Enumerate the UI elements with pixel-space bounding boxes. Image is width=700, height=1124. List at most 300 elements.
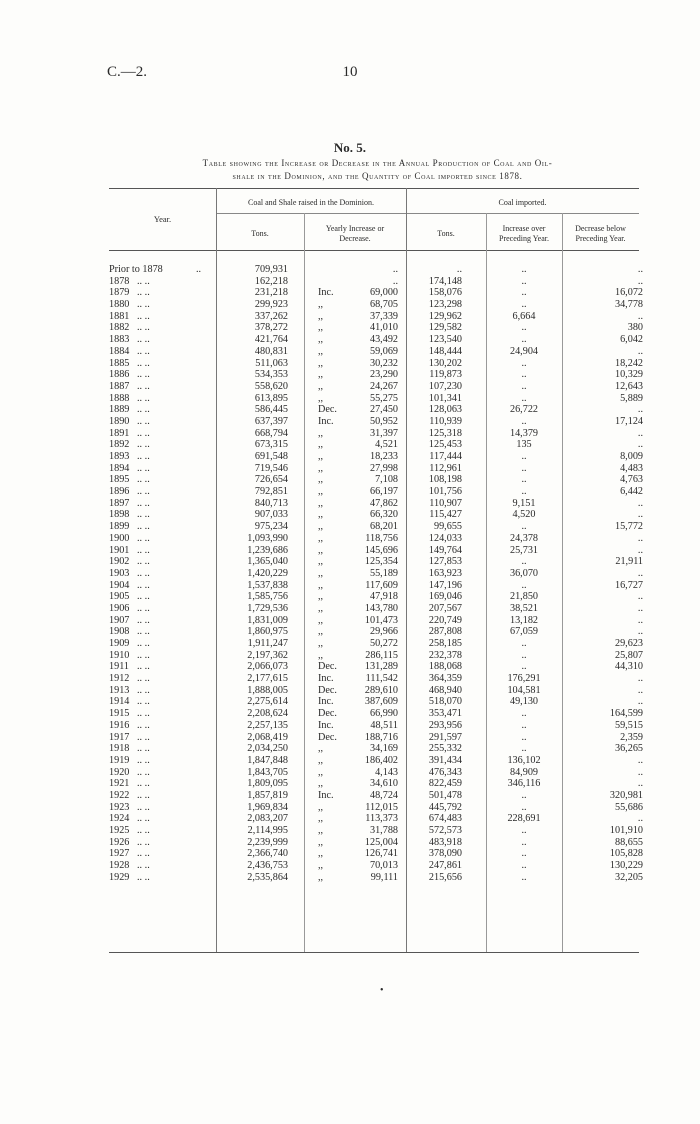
table-title-line2: shale in the Dominion, and the Quantity of Coal imported since 1878. bbox=[232, 171, 523, 181]
cell-decrease: 4,483 bbox=[620, 462, 643, 474]
cell-change-type: ,, bbox=[318, 439, 324, 451]
cell-increase: .. bbox=[521, 708, 527, 720]
table-row bbox=[0, 720, 700, 732]
cell-tons-raised: 2,366,740 bbox=[247, 848, 288, 860]
table-row bbox=[0, 837, 700, 849]
table-row bbox=[0, 416, 700, 428]
cell-tons-imported: 127,853 bbox=[428, 556, 462, 568]
cell-yearly-change: 143,780 bbox=[364, 602, 398, 614]
cell-decrease: 88,655 bbox=[614, 836, 643, 848]
cell-year: 1928 bbox=[109, 860, 130, 872]
table-title bbox=[110, 157, 645, 183]
cell-leader-dots: .. .. bbox=[137, 532, 150, 544]
cell-change-type: ,, bbox=[318, 451, 324, 462]
table-row bbox=[0, 615, 700, 627]
table-row bbox=[0, 860, 700, 872]
cell-yearly-change: 34,169 bbox=[369, 743, 398, 755]
cell-leader-dots: .. .. bbox=[137, 684, 150, 696]
cell-tons-imported: 163,923 bbox=[428, 567, 462, 579]
table-row bbox=[0, 439, 700, 451]
cell-tons-raised: 2,083,207 bbox=[247, 813, 288, 825]
cell-increase: 24,904 bbox=[509, 345, 538, 357]
cell-change-type: Dec. bbox=[318, 708, 337, 720]
group-rule-raised bbox=[216, 213, 406, 214]
cell-tons-imported: 518,070 bbox=[428, 696, 462, 708]
cell-decrease: 380 bbox=[627, 322, 643, 334]
cell-leader-dots: .. .. bbox=[137, 427, 150, 439]
cell-tons-imported: 353,471 bbox=[428, 708, 462, 720]
table-row bbox=[0, 661, 700, 673]
cell-tons-raised: 907,033 bbox=[254, 509, 288, 521]
cell-year: 1912 bbox=[109, 673, 130, 685]
cell-increase: .. bbox=[521, 848, 527, 860]
cell-yearly-change: 59,069 bbox=[369, 345, 398, 357]
cell-increase: 136,102 bbox=[507, 754, 541, 766]
cell-decrease: .. bbox=[637, 602, 643, 614]
cell-tons-imported: 123,298 bbox=[428, 299, 462, 311]
cell-year: 1902 bbox=[109, 556, 130, 568]
cell-tons-raised: 1,537,838 bbox=[247, 579, 288, 591]
cell-change-type: ,, bbox=[318, 579, 324, 591]
cell-tons-imported: 822,459 bbox=[428, 778, 462, 790]
cell-decrease: 6,042 bbox=[620, 334, 643, 346]
table-row bbox=[0, 568, 700, 580]
table-row bbox=[0, 872, 700, 884]
table-row bbox=[0, 474, 700, 486]
cell-decrease: 101,910 bbox=[609, 825, 643, 836]
cell-tons-imported: 99,655 bbox=[433, 521, 462, 533]
cell-tons-imported: 378,090 bbox=[428, 848, 462, 860]
cell-increase: 14,379 bbox=[509, 427, 538, 439]
cell-yearly-change: 7,108 bbox=[375, 474, 398, 486]
cell-yearly-change: 113,373 bbox=[365, 813, 398, 825]
cell-change-type: ,, bbox=[318, 754, 324, 766]
cell-leader-dots: .. .. bbox=[137, 754, 150, 766]
cell-decrease: .. bbox=[637, 310, 643, 322]
cell-tons-imported: 117,444 bbox=[429, 451, 462, 462]
table-row bbox=[0, 545, 700, 557]
header-imported-tons: Tons. bbox=[437, 229, 455, 238]
cell-tons-imported: 125,453 bbox=[428, 439, 462, 451]
cell-tons-raised: 1,093,990 bbox=[247, 532, 288, 544]
cell-increase: 26,722 bbox=[509, 404, 538, 416]
cell-leader-dots: .. .. bbox=[137, 462, 150, 474]
cell-leader-dots: .. .. bbox=[137, 287, 150, 299]
cell-tons-raised: 511,063 bbox=[255, 357, 288, 369]
cell-year: 1904 bbox=[109, 579, 130, 591]
table-row bbox=[0, 767, 700, 779]
cell-yearly-change: 131,289 bbox=[364, 661, 398, 673]
cell-leader-dots: .. .. bbox=[137, 521, 150, 533]
cell-decrease: 16,072 bbox=[614, 287, 643, 299]
cell-yearly-change: 48,724 bbox=[369, 789, 398, 801]
cell-tons-raised: 1,888,005 bbox=[247, 684, 288, 696]
cell-tons-raised: 2,068,419 bbox=[247, 731, 288, 743]
cell-increase: .. bbox=[521, 486, 527, 498]
cell-leader-dots: .. .. bbox=[137, 731, 150, 743]
cell-leader-dots: .. .. bbox=[137, 322, 150, 334]
cell-tons-raised: 709,931 bbox=[254, 264, 288, 275]
cell-tons-raised: 726,654 bbox=[254, 474, 288, 486]
cell-decrease: 320,981 bbox=[609, 789, 643, 801]
cell-change-type: ,, bbox=[318, 322, 324, 334]
cell-yearly-change: 101,473 bbox=[364, 614, 398, 626]
group-rule-imported bbox=[406, 213, 639, 214]
header-increase-line1: Increase over bbox=[502, 224, 546, 233]
cell-leader-dots: .. .. bbox=[137, 649, 150, 661]
cell-increase: .. bbox=[521, 743, 527, 755]
table-row bbox=[0, 603, 700, 615]
cell-tons-imported: 149,764 bbox=[428, 544, 462, 556]
cell-tons-raised: 2,208,624 bbox=[247, 708, 288, 720]
table-row bbox=[0, 276, 700, 288]
cell-increase: .. bbox=[521, 299, 527, 311]
cell-yearly-change: 145,696 bbox=[364, 544, 398, 556]
cell-year: 1885 bbox=[109, 357, 130, 369]
cell-year: 1878 bbox=[109, 275, 130, 287]
cell-change-type: ,, bbox=[318, 497, 324, 509]
cell-tons-raised: 1,239,686 bbox=[247, 544, 288, 556]
cell-decrease: 34,778 bbox=[614, 299, 643, 311]
cell-year: 1884 bbox=[109, 345, 130, 357]
cell-year: 1921 bbox=[109, 778, 130, 790]
cell-leader-dots: .. .. bbox=[137, 451, 150, 462]
table-row bbox=[0, 685, 700, 697]
cell-yearly-change: 55,189 bbox=[369, 567, 398, 579]
table-row bbox=[0, 521, 700, 533]
cell-tons-imported: 130,202 bbox=[428, 357, 462, 369]
table-row bbox=[0, 708, 700, 720]
table-row bbox=[0, 311, 700, 323]
cell-tons-raised: 975,234 bbox=[254, 521, 288, 533]
cell-yearly-change: 18,233 bbox=[369, 451, 398, 462]
cell-tons-imported: 476,343 bbox=[428, 766, 462, 778]
cell-yearly-change: 47,862 bbox=[369, 497, 398, 509]
cell-increase: 228,691 bbox=[507, 813, 541, 825]
cell-decrease: .. bbox=[637, 696, 643, 708]
cell-increase: .. bbox=[521, 415, 527, 427]
cell-tons-raised: 1,809,095 bbox=[247, 778, 288, 790]
cell-increase: 176,291 bbox=[507, 673, 541, 685]
cell-leader-dots: .. bbox=[196, 264, 202, 275]
cell-year: 1914 bbox=[109, 696, 130, 708]
cell-tons-raised: 2,275,614 bbox=[247, 696, 288, 708]
cell-tons-raised: 1,831,009 bbox=[247, 614, 288, 626]
cell-leader-dots: .. .. bbox=[137, 310, 150, 322]
cell-year: 1890 bbox=[109, 415, 130, 427]
cell-leader-dots: .. .. bbox=[137, 825, 150, 836]
cell-yearly-change: 69,000 bbox=[369, 287, 398, 299]
cell-leader-dots: .. .. bbox=[137, 848, 150, 860]
cell-tons-imported: 501,478 bbox=[428, 789, 462, 801]
table-row bbox=[0, 778, 700, 790]
cell-year: 1907 bbox=[109, 614, 130, 626]
cell-tons-imported: 123,540 bbox=[428, 334, 462, 346]
cell-increase: 24,378 bbox=[509, 532, 538, 544]
cell-change-type: ,, bbox=[318, 556, 324, 568]
cell-increase: .. bbox=[521, 579, 527, 591]
table-row bbox=[0, 428, 700, 440]
cell-leader-dots: .. .. bbox=[137, 299, 150, 311]
cell-yearly-change: 387,609 bbox=[364, 696, 398, 708]
cell-decrease: .. bbox=[637, 275, 643, 287]
cell-decrease: 25,807 bbox=[614, 649, 643, 661]
cell-year: 1880 bbox=[109, 299, 130, 311]
cell-tons-raised: 162,218 bbox=[254, 275, 288, 287]
cell-decrease: .. bbox=[637, 614, 643, 626]
cell-tons-imported: 110,907 bbox=[429, 497, 462, 509]
cell-increase: 36,070 bbox=[509, 567, 538, 579]
cell-tons-raised: 691,548 bbox=[254, 451, 288, 462]
header-top-rule bbox=[109, 188, 639, 189]
cell-yearly-change: 66,197 bbox=[369, 486, 398, 498]
cell-tons-raised: 1,911,247 bbox=[247, 638, 288, 649]
cell-year: 1899 bbox=[109, 521, 130, 533]
cell-tons-raised: 673,315 bbox=[254, 439, 288, 451]
cell-change-type: ,, bbox=[318, 602, 324, 614]
cell-year: 1910 bbox=[109, 649, 130, 661]
cell-change-type: ,, bbox=[318, 825, 324, 836]
cell-tons-raised: 668,794 bbox=[254, 427, 288, 439]
cell-increase: .. bbox=[521, 731, 527, 743]
cell-change-type: Dec. bbox=[318, 404, 337, 416]
cell-change-type: ,, bbox=[318, 544, 324, 556]
table-row bbox=[0, 498, 700, 510]
cell-increase: .. bbox=[521, 661, 527, 673]
cell-decrease: 18,242 bbox=[614, 357, 643, 369]
table-row bbox=[0, 451, 700, 463]
cell-decrease: 36,265 bbox=[614, 743, 643, 755]
cell-decrease: 16,727 bbox=[614, 579, 643, 591]
cell-tons-imported: 364,359 bbox=[428, 673, 462, 685]
table-row bbox=[0, 358, 700, 370]
cell-tons-imported: 108,198 bbox=[428, 474, 462, 486]
cell-leader-dots: .. .. bbox=[137, 544, 150, 556]
cell-year: 1901 bbox=[109, 544, 130, 556]
cell-decrease: 15,772 bbox=[614, 521, 643, 533]
cell-year: 1900 bbox=[109, 532, 130, 544]
cell-tons-raised: 2,066,073 bbox=[247, 661, 288, 673]
cell-leader-dots: .. .. bbox=[137, 380, 150, 392]
header-group-imported: Coal imported. bbox=[498, 198, 547, 207]
cell-leader-dots: .. .. bbox=[137, 334, 150, 346]
table-row bbox=[0, 299, 700, 311]
cell-increase: .. bbox=[521, 334, 527, 346]
cell-change-type: ,, bbox=[318, 567, 324, 579]
cell-change-type: Inc. bbox=[318, 673, 334, 685]
cell-leader-dots: .. .. bbox=[137, 439, 150, 451]
cell-leader-dots: .. .. bbox=[137, 567, 150, 579]
table-row bbox=[0, 732, 700, 744]
table-row bbox=[0, 381, 700, 393]
cell-increase: 346,116 bbox=[507, 778, 541, 790]
cell-increase: 9,151 bbox=[512, 497, 536, 509]
table-row bbox=[0, 626, 700, 638]
cell-year: 1909 bbox=[109, 638, 130, 649]
cell-change-type: ,, bbox=[318, 813, 324, 825]
cell-decrease: .. bbox=[637, 567, 643, 579]
cell-tons-imported: 148,444 bbox=[428, 345, 462, 357]
cell-decrease: 12,643 bbox=[614, 380, 643, 392]
cell-year: 1918 bbox=[109, 743, 130, 755]
cell-decrease: .. bbox=[637, 778, 643, 790]
cell-year: 1892 bbox=[109, 439, 130, 451]
cell-change-type: ,, bbox=[318, 357, 324, 369]
cell-year: 1887 bbox=[109, 380, 130, 392]
cell-year: 1920 bbox=[109, 766, 130, 778]
table-number: No. 5. bbox=[333, 140, 367, 155]
cell-decrease: 55,686 bbox=[614, 801, 643, 813]
cell-leader-dots: .. .. bbox=[137, 860, 150, 872]
cell-tons-raised: 1,969,834 bbox=[247, 801, 288, 813]
cell-year: Prior to 1878 bbox=[109, 264, 163, 275]
cell-tons-imported: 128,063 bbox=[428, 404, 462, 416]
cell-yearly-change: 68,201 bbox=[369, 521, 398, 533]
table-row bbox=[0, 322, 700, 334]
table-row bbox=[0, 556, 700, 568]
table-row bbox=[0, 755, 700, 767]
cell-year: 1911 bbox=[109, 661, 129, 673]
cell-increase: .. bbox=[521, 264, 527, 275]
cell-increase: .. bbox=[521, 860, 527, 872]
cell-tons-imported: 220,749 bbox=[428, 614, 462, 626]
cell-tons-imported: 174,148 bbox=[428, 275, 462, 287]
cell-leader-dots: .. .. bbox=[137, 871, 150, 883]
cell-increase: 49,130 bbox=[509, 696, 538, 708]
cell-leader-dots: .. .. bbox=[137, 778, 150, 790]
cell-change-type: Inc. bbox=[318, 719, 334, 731]
cell-change-type: ,, bbox=[318, 836, 324, 848]
table-row bbox=[0, 580, 700, 592]
cell-year: 1898 bbox=[109, 509, 130, 521]
cell-tons-imported: 119,873 bbox=[429, 369, 462, 381]
cell-decrease: .. bbox=[637, 264, 643, 275]
cell-yearly-change: 27,450 bbox=[369, 404, 398, 416]
cell-change-type: ,, bbox=[318, 649, 324, 661]
cell-tons-imported: 129,962 bbox=[428, 310, 462, 322]
cell-change-type: ,, bbox=[318, 345, 324, 357]
cell-change-type: ,, bbox=[318, 509, 324, 521]
cell-leader-dots: .. .. bbox=[137, 486, 150, 498]
cell-change-type: ,, bbox=[318, 871, 324, 883]
cell-yearly-change: 99,111 bbox=[370, 871, 398, 883]
cell-tons-raised: 792,851 bbox=[254, 486, 288, 498]
cell-decrease: .. bbox=[637, 439, 643, 451]
header-decrease-line1: Decrease below bbox=[575, 224, 626, 233]
cell-leader-dots: .. .. bbox=[137, 474, 150, 486]
cell-tons-raised: 299,923 bbox=[254, 299, 288, 311]
cell-tons-imported: 293,956 bbox=[428, 719, 462, 731]
cell-increase: .. bbox=[521, 649, 527, 661]
cell-year: 1896 bbox=[109, 486, 130, 498]
cell-increase: 21,850 bbox=[509, 591, 538, 603]
cell-change-type: ,, bbox=[318, 638, 324, 649]
cell-yearly-change: 70,013 bbox=[369, 860, 398, 872]
cell-yearly-change: 50,272 bbox=[369, 638, 398, 649]
footnote-mark: • bbox=[380, 985, 384, 996]
table-row bbox=[0, 825, 700, 837]
cell-leader-dots: .. .. bbox=[137, 696, 150, 708]
cell-decrease: .. bbox=[637, 673, 643, 685]
cell-year: 1905 bbox=[109, 591, 130, 603]
cell-increase: .. bbox=[521, 275, 527, 287]
table-row bbox=[0, 638, 700, 650]
cell-tons-raised: 637,397 bbox=[254, 415, 288, 427]
cell-year: 1883 bbox=[109, 334, 130, 346]
cell-year: 1895 bbox=[109, 474, 130, 486]
cell-tons-imported: 188,068 bbox=[428, 661, 462, 673]
cell-change-type: ,, bbox=[318, 299, 324, 311]
cell-leader-dots: .. .. bbox=[137, 766, 150, 778]
cell-tons-raised: 586,445 bbox=[254, 404, 288, 416]
cell-increase: .. bbox=[521, 638, 527, 649]
cell-year: 1903 bbox=[109, 567, 130, 579]
cell-increase: .. bbox=[521, 521, 527, 533]
cell-tons-raised: 1,585,756 bbox=[247, 591, 288, 603]
cell-change-type: ,, bbox=[318, 462, 324, 474]
cell-tons-raised: 378,272 bbox=[254, 322, 288, 334]
cell-decrease: 10,329 bbox=[614, 369, 643, 381]
table-row bbox=[0, 848, 700, 860]
cell-yearly-change: 31,788 bbox=[369, 825, 398, 836]
cell-tons-raised: 337,262 bbox=[254, 310, 288, 322]
header-decrease-line2: Preceding Year. bbox=[575, 234, 626, 243]
table-row bbox=[0, 673, 700, 685]
cell-leader-dots: .. .. bbox=[137, 357, 150, 369]
header-bottom-rule bbox=[109, 250, 639, 251]
cell-tons-imported: 291,597 bbox=[428, 731, 462, 743]
cell-change-type: ,, bbox=[318, 801, 324, 813]
table-row bbox=[0, 486, 700, 498]
cell-yearly-change: 31,397 bbox=[369, 427, 398, 439]
cell-increase: .. bbox=[521, 871, 527, 883]
cell-increase: 84,909 bbox=[509, 766, 538, 778]
cell-increase: .. bbox=[521, 789, 527, 801]
cell-change-type: ,, bbox=[318, 521, 324, 533]
cell-year: 1882 bbox=[109, 322, 130, 334]
cell-increase: 13,182 bbox=[509, 614, 538, 626]
cell-tons-raised: 558,620 bbox=[254, 380, 288, 392]
table-row bbox=[0, 533, 700, 545]
cell-change-type: ,, bbox=[318, 591, 324, 603]
cell-year: 1906 bbox=[109, 602, 130, 614]
table-title-line1: Table showing the Increase or Decrease in the Annual Production of Coal and Oil- bbox=[202, 158, 553, 168]
cell-year: 1897 bbox=[109, 497, 130, 509]
cell-yearly-change: 48,511 bbox=[370, 719, 398, 731]
cell-yearly-change: .. bbox=[392, 275, 398, 287]
cell-year: 1889 bbox=[109, 404, 130, 416]
cell-decrease: .. bbox=[637, 684, 643, 696]
cell-year: 1927 bbox=[109, 848, 130, 860]
cell-tons-imported: 287,808 bbox=[428, 626, 462, 638]
cell-yearly-change: 29,966 bbox=[369, 626, 398, 638]
cell-tons-raised: 2,257,135 bbox=[247, 719, 288, 731]
cell-yearly-change: 55,275 bbox=[369, 392, 398, 404]
page-reference: C.—2. bbox=[107, 64, 148, 80]
header-tons: Tons. bbox=[251, 229, 269, 238]
table-body bbox=[0, 264, 700, 883]
cell-yearly-change: 289,610 bbox=[364, 684, 398, 696]
header-yearly-line1: Yearly Increase or bbox=[325, 224, 385, 233]
cell-tons-imported: 468,940 bbox=[428, 684, 462, 696]
cell-leader-dots: .. .. bbox=[137, 509, 150, 521]
cell-tons-imported: 483,918 bbox=[428, 836, 462, 848]
cell-change-type: ,, bbox=[318, 614, 324, 626]
cell-yearly-change: 41,010 bbox=[369, 322, 398, 334]
cell-tons-imported: 115,427 bbox=[429, 509, 462, 521]
cell-change-type: ,, bbox=[318, 334, 324, 346]
cell-increase: 67,059 bbox=[509, 626, 538, 638]
